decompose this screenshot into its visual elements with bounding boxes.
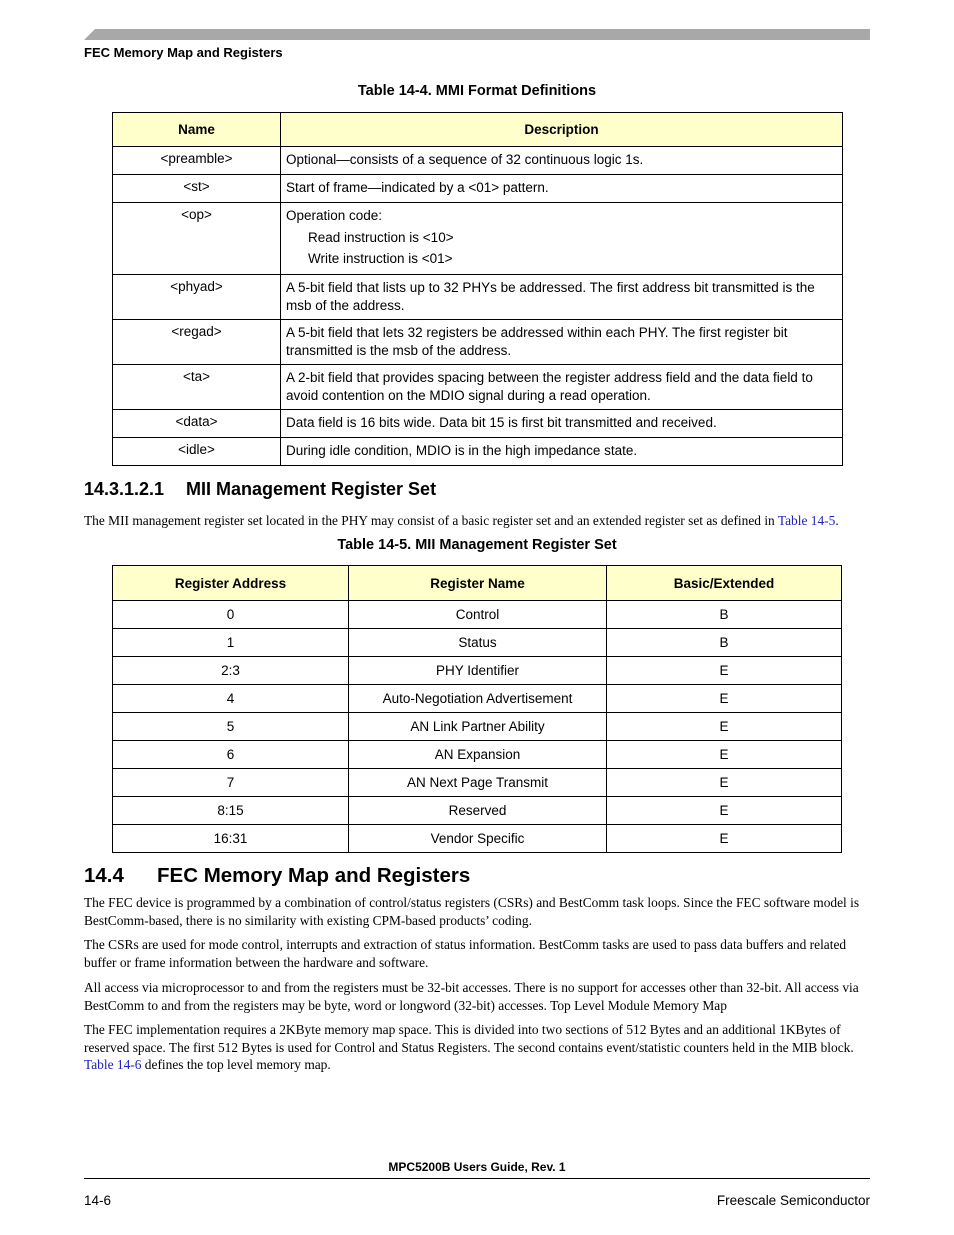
register-type: E: [607, 797, 842, 825]
register-name: PHY Identifier: [349, 657, 607, 685]
register-address: 1: [113, 629, 349, 657]
register-address: 16:31: [113, 825, 349, 853]
footer-title: MPC5200B Users Guide, Rev. 1: [388, 1160, 566, 1174]
field-name: <preamble>: [113, 147, 281, 175]
register-name: AN Expansion: [349, 741, 607, 769]
table-row: [113, 629, 842, 657]
field-description: During idle condition, MDIO is in the high impedance state.: [281, 438, 843, 466]
register-name: Vendor Specific: [349, 825, 607, 853]
paragraph-text: The FEC implementation requires a 2KByte memory map space. This is divided into two sections of 512 Bytes and an additional 1KBytes of reserved space. The first 512 Bytes is used for Control and Status Registers. The second contains event/statistic counters held in the MIB block.: [84, 1022, 854, 1055]
register-address: 8:15: [113, 797, 349, 825]
column-header: Basic/Extended: [607, 566, 842, 601]
table-title: Table 14-5. MII Management Register Set: [337, 537, 617, 553]
register-address: 7: [113, 769, 349, 797]
table-row: [113, 275, 843, 320]
paragraph-text: .: [835, 513, 839, 528]
mmi-format-table: [112, 112, 843, 466]
field-name: <regad>: [113, 320, 281, 365]
mii-paragraph: [84, 512, 870, 530]
register-address: 2:3: [113, 657, 349, 685]
register-name: AN Link Partner Ability: [349, 713, 607, 741]
field-name: <st>: [113, 175, 281, 203]
footer-company: Freescale Semiconductor: [716, 1193, 870, 1208]
field-description: Start of frame—indicated by a <01> pattern.: [281, 175, 843, 203]
section-title: FEC Memory Map and Registers: [157, 864, 471, 887]
register-name: Reserved: [349, 797, 607, 825]
table-row: [113, 825, 842, 853]
table-row: [113, 365, 843, 410]
register-type: E: [607, 825, 842, 853]
field-name: <op>: [113, 203, 281, 275]
table-row: [113, 713, 842, 741]
field-description: Data field is 16 bits wide. Data bit 15 is first bit transmitted and received.: [281, 410, 843, 438]
field-description: A 5-bit field that lets 32 registers be addressed within each PHY. The first register bit transmitted is the msb of the address.: [281, 320, 843, 365]
table-row: [113, 175, 843, 203]
table-row: [113, 769, 842, 797]
opcode-read: Read instruction is <10>: [308, 229, 454, 245]
field-name: <phyad>: [113, 275, 281, 320]
paragraph-text: The MII management register set located in the PHY may consist of a basic register set and an extended register set as defined in: [84, 513, 778, 528]
field-description: A 2-bit field that provides spacing between the register address field and the data field to avoid contention on the MDIO signal during a read operation.: [281, 365, 843, 410]
fec-paragraph-3: All access via microprocessor to and from the registers must be 32-bit accesses. There is no support for accesses other than 32-bit. All access via BestComm to and from the registers may be byte, word or longword (32-bit) accesses. Top Level Module Memory Map: [84, 980, 859, 1013]
header-bar: [84, 29, 870, 40]
register-address: 4: [113, 685, 349, 713]
column-header: Register Address: [113, 566, 349, 601]
header-bar-notch: [84, 29, 95, 40]
fec-paragraph-2: The CSRs are used for mode control, interrupts and extraction of status information. BestComm tasks are used to pass data buffers and related buffer or frame information between the hardware and software.: [84, 937, 847, 970]
table-row: [113, 320, 843, 365]
field-name: <data>: [113, 410, 281, 438]
register-type: E: [607, 713, 842, 741]
register-type: B: [607, 629, 842, 657]
table-title: Table 14-4. MMI Format Definitions: [357, 83, 597, 99]
section-number: 14.3.1.2.1: [84, 479, 165, 499]
register-type: E: [607, 769, 842, 797]
register-name: Auto-Negotiation Advertisement: [349, 685, 607, 713]
table-row: [113, 741, 842, 769]
column-header: Description: [281, 113, 843, 147]
register-type: E: [607, 657, 842, 685]
register-name: AN Next Page Transmit: [349, 769, 607, 797]
section-number: 14.4: [84, 864, 124, 887]
register-type: E: [607, 741, 842, 769]
table-14-5-link[interactable]: Table 14-5: [777, 513, 836, 528]
page-number: 14-6: [84, 1193, 112, 1208]
table-row: [113, 685, 842, 713]
field-description: A 5-bit field that lists up to 32 PHYs be addressed. The first address bit transmitted is the msb of the address.: [281, 275, 843, 320]
fec-paragraph-4: [84, 1021, 870, 1074]
field-name: <idle>: [113, 438, 281, 466]
paragraph-text: defines the top level memory map.: [141, 1057, 331, 1072]
section-title: MII Management Register Set: [186, 479, 437, 499]
register-name: Status: [349, 629, 607, 657]
column-header: Name: [113, 113, 281, 147]
table-row: [113, 797, 842, 825]
footer-rule: [84, 1178, 870, 1179]
table-row: [113, 657, 842, 685]
section-heading-mii: [84, 479, 436, 500]
column-header: Register Name: [349, 566, 607, 601]
field-description-cell: [281, 203, 843, 275]
register-name: Control: [349, 601, 607, 629]
section-heading-fec: [84, 864, 470, 888]
fec-paragraph-1: The FEC device is programmed by a combination of control/status registers (CSRs) and BestComm task loops. Since the FEC software model is BestComm-based, there is no similarity with existing CPM-based products’ coding.: [84, 895, 860, 928]
table-14-6-link[interactable]: Table 14-6: [84, 1057, 142, 1072]
register-address: 0: [113, 601, 349, 629]
register-type: E: [607, 685, 842, 713]
register-type: B: [607, 601, 842, 629]
running-head: FEC Memory Map and Registers: [84, 45, 283, 60]
opcode-write: Write instruction is <01>: [308, 251, 453, 266]
table-row: [113, 410, 843, 438]
field-description: Operation code:: [286, 208, 383, 223]
table-row: [113, 203, 843, 275]
table-row: [113, 601, 842, 629]
register-address: 5: [113, 713, 349, 741]
table-row: [113, 147, 843, 175]
table-row: [113, 438, 843, 466]
mii-register-table: [112, 565, 842, 853]
register-address: 6: [113, 741, 349, 769]
field-name: <ta>: [113, 365, 281, 410]
field-description: Optional—consists of a sequence of 32 continuous logic 1s.: [281, 147, 843, 175]
